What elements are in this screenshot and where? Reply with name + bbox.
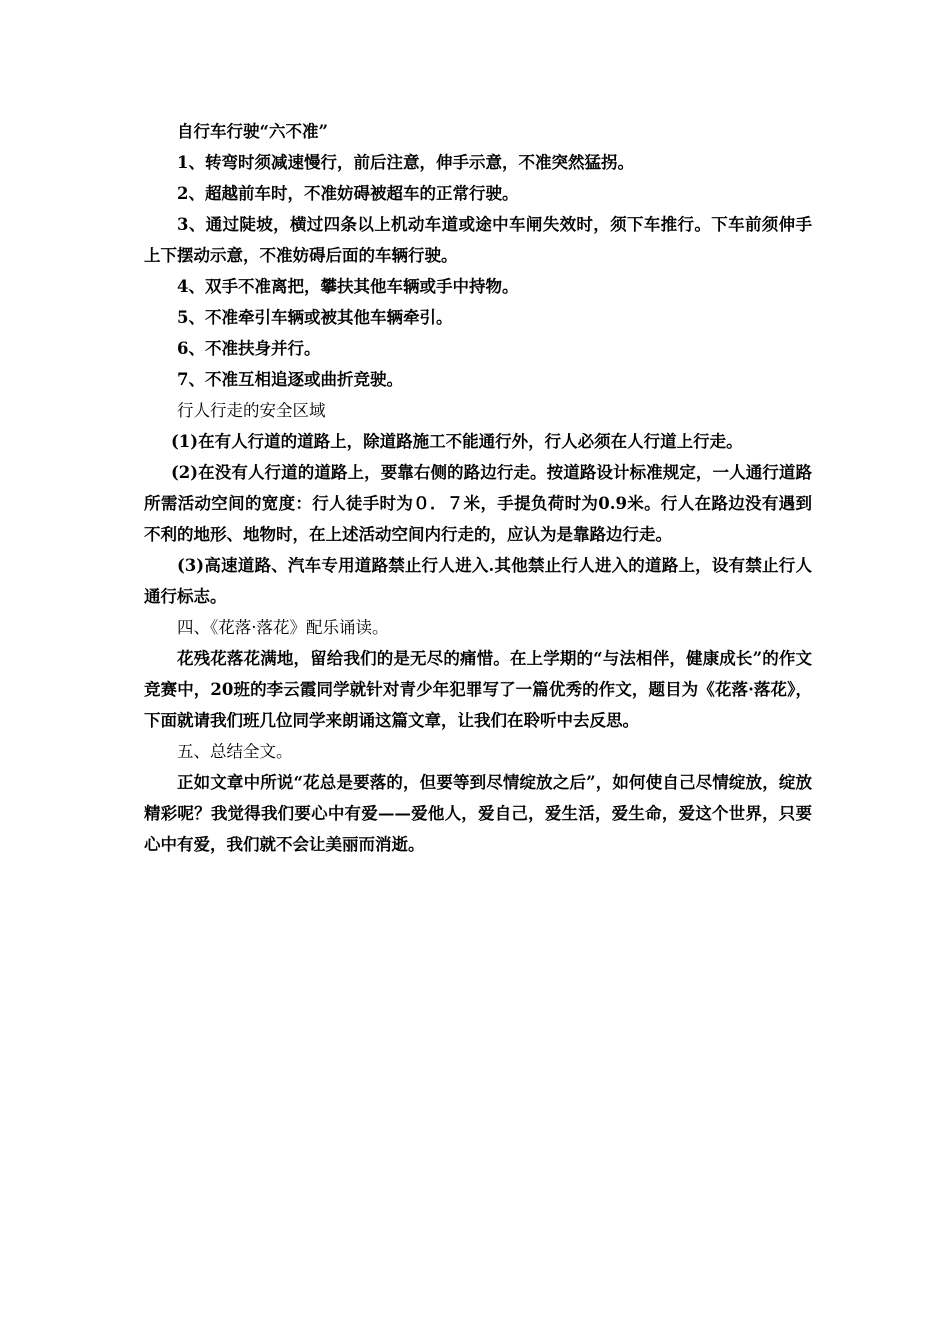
paragraph-reading-intro: 花残花落花满地，留给我们的是无尽的痛惜。在上学期的“与法相伴，健康成长”的作文竞赛中，20班的李云霞同学就针对青少年犯罪写了一篇优秀的作文，题目为《花落·落花》，下面就请我们班几位同学来朗诵这篇文章，让我们在聆听中去反思。 (144, 649, 812, 730)
pedestrian-rule-2: (2)在没有人行道的道路上，要靠右侧的路边行走。按道路设计标准规定，一人通行道路所需活动空间的宽度：行人徒手时为０．７米，手提负荷时为0.9米。行人在路边没有遇到不利的地形、地物时，在上述活动空间内行走的，应认为是靠路边行走。 (144, 463, 812, 544)
bicycle-rule-2: 2、超越前车时，不准妨碍被超车的正常行驶。 (177, 184, 519, 203)
bicycle-rule-6: 6、不准扶身并行。 (177, 339, 321, 358)
bicycle-rule-3: 3、通过陡坡，横过四条以上机动车道或途中车闸失效时，须下车推行。下车前须伸手上下摆动示意，不准妨碍后面的车辆行驶。 (144, 215, 812, 265)
section-title-pedestrian-safety: 行人行走的安全区域 (177, 401, 326, 420)
section-heading-five: 五、总结全文。 (177, 742, 293, 761)
pedestrian-rule-3: (3)高速道路、汽车专用道路禁止行人进入.其他禁止行人进入的道路上，设有禁止行人通行标志。 (144, 556, 812, 606)
section-title-bicycle-rules: 自行车行驶“六不准” (177, 122, 328, 141)
bicycle-rule-1: 1、转弯时须减速慢行，前后注意，伸手示意，不准突然猛拐。 (177, 153, 634, 172)
bicycle-rule-5: 5、不准牵引车辆或被其他车辆牵引。 (177, 308, 453, 327)
bicycle-rule-4: 4、双手不准离把，攀扶其他车辆或手中持物。 (177, 277, 519, 296)
bicycle-rule-7: 7、不准互相追逐或曲折竞驶。 (177, 370, 403, 389)
document-body (144, 116, 812, 860)
pedestrian-rule-1: (1)在有人行道的道路上，除道路施工不能通行外，行人必须在人行道上行走。 (171, 432, 743, 451)
paragraph-conclusion: 正如文章中所说“花总是要落的，但要等到尽情绽放之后”，如何使自己尽情绽放，绽放精彩呢？我觉得我们要心中有爱——爱他人，爱自己，爱生活，爱生命，爱这个世界，只要心中有爱，我们就不会让美丽而消逝。 (144, 773, 812, 854)
section-heading-four: 四、《花落·落花》配乐诵读。 (177, 618, 389, 637)
